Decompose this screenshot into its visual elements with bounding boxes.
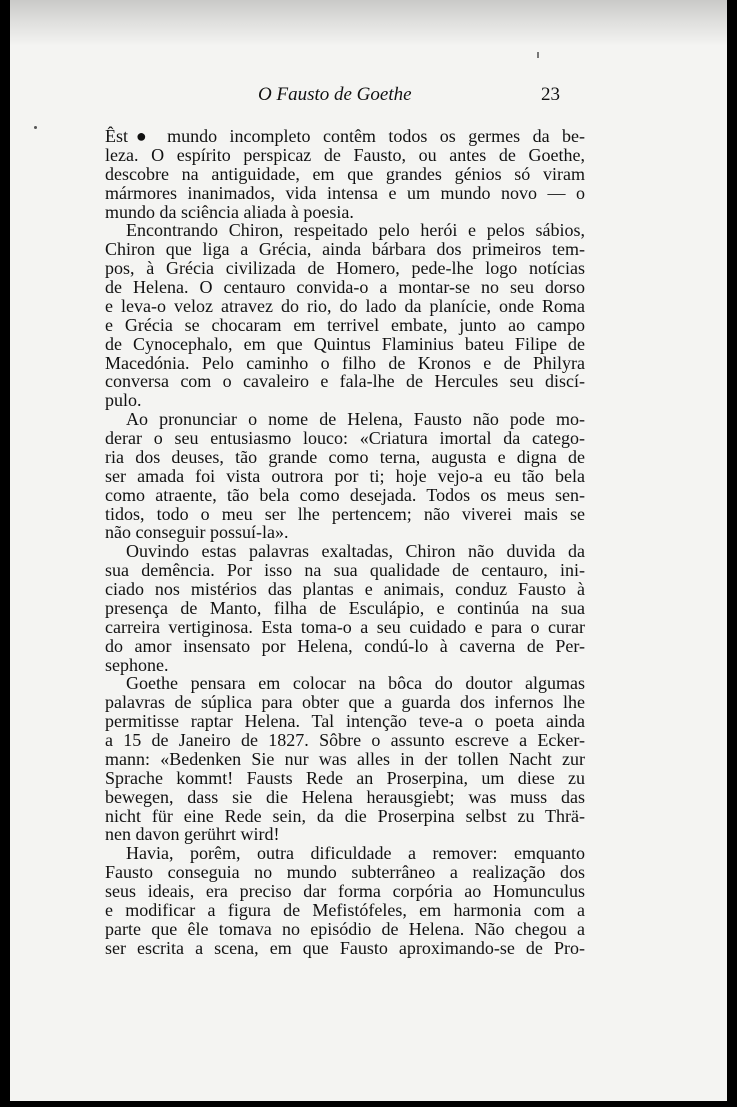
text-line: mann: «Bedenken Sie nur was alles in der tollen Nacht zur — [105, 748, 585, 769]
text-line: leza. O espírito perspicaz de Fausto, ou antes de Goethe, — [105, 144, 585, 165]
text-line: mármores inanimados, vida intensa e um mundo novo — o — [105, 182, 585, 203]
text-line: de Cynocephalo, em que Quintus Flaminius bateu Filipe de — [105, 333, 585, 354]
text-line: Encontrando Chiron, respeitado pelo herói e pelos sábios, — [126, 220, 585, 241]
text-line: ser escrita a scena, em que Fausto aproximando-se de Pro- — [105, 937, 585, 958]
running-title: O Fausto de Goethe — [258, 84, 412, 105]
text-line: Ao pronunciar o nome de Helena, Fausto não pode mo- — [126, 409, 585, 430]
text-line: Ouvindo estas palavras exaltadas, Chiron não duvida da — [126, 541, 585, 562]
text-line: bewegen, dass sie die Helena herausgiebt; was muss das — [105, 786, 585, 807]
scan-shadow — [10, 0, 727, 46]
body-text — [105, 127, 585, 958]
ink-mark — [537, 52, 539, 58]
text-line: palavras de súplica para obter que a guarda dos infernos lhe — [105, 692, 585, 713]
text-line: como atraente, tão bela como desejada. Todos os meus sen- — [105, 484, 585, 505]
text-line: carreira vertiginosa. Esta toma-o a seu cuidado e para o curar — [105, 616, 585, 637]
text-line: e leva-o veloz atravez do rio, do lado da planície, onde Roma — [105, 295, 585, 316]
book-page — [10, 0, 727, 1101]
text-line: seus ideais, era preciso dar forma corpória ao Homunculus — [105, 881, 585, 901]
text-line: nen davon gerührt wird! — [105, 824, 280, 845]
text-line: Êst● mundo incompleto contêm todos os germes da be- — [105, 126, 585, 146]
text-line: ser amada foi vista outrora por ti; hoje vejo-a eu tão bela — [105, 465, 585, 486]
text-line: permitisse raptar Helena. Tal intenção teve-a o poeta ainda — [105, 711, 585, 732]
text-line: Goethe pensara em colocar na bôca do doutor algumas — [126, 673, 585, 694]
text-line: tidos, todo o meu ser lhe pertencem; não viverei mais se — [105, 503, 585, 524]
text-line: Chiron que liga a Grécia, ainda bárbara dos primeiros tem- — [105, 239, 585, 260]
text-line: a 15 de Janeiro de 1827. Sôbre o assunto escreve a Ecker- — [105, 730, 585, 750]
text-line: sua demência. Por isso na sua qualidade de centauro, ini- — [105, 560, 585, 581]
text-line: Sprache kommt! Fausts Rede an Proserpina, um diese zu — [105, 767, 585, 788]
text-line: sephone. — [105, 654, 169, 675]
text-line: conversa com o cavaleiro e fala-lhe de Hercules seu discí- — [105, 371, 585, 392]
text-line: e Grécia se chocaram em terrivel embate, junto ao campo — [105, 314, 585, 335]
text-line: mundo da sciência aliada à poesia. — [105, 201, 354, 222]
running-header — [10, 84, 727, 114]
text-line: Fausto conseguia no mundo subterrâneo a realização dos — [105, 862, 585, 883]
text-line: presença de Manto, filha de Esculápio, e continúa na sua — [105, 597, 585, 618]
text-line: ria dos deuses, tão grande como terna, augusta e digna de — [105, 446, 585, 467]
page-number: 23 — [541, 84, 560, 105]
text-line: Havia, porêm, outra dificuldade a remover: emquanto — [126, 843, 585, 864]
text-line: derar o seu entusiasmo louco: «Criatura imortal da catego- — [105, 428, 585, 448]
text-line: pulo. — [105, 390, 142, 411]
text-line: de Helena. O centauro convida-o a montar-se no seu dorso — [105, 277, 585, 297]
text-line: descobre na antiguidade, em que grandes génios só viram — [105, 163, 585, 184]
text-line: e modificar a figura de Mefistófeles, em harmonia com a — [105, 899, 585, 920]
text-line: pos, à Grécia civilizada de Homero, pede-lhe logo notícias — [105, 258, 585, 279]
text-line: nicht für eine Rede sein, da die Proserpina selbst zu Thrä- — [105, 805, 585, 826]
text-line: do amor insensato por Helena, condú-lo à caverna de Per- — [105, 635, 585, 656]
text-line: Macedónia. Pelo caminho o filho de Kronos e de Philyra — [105, 352, 585, 373]
text-line: ciado nos mistérios das plantas e animais, conduz Fausto à — [105, 579, 585, 599]
text-line: parte que êle tomava no episódio de Helena. Não chegou a — [105, 918, 585, 939]
text-line: não conseguir possuí-la». — [105, 522, 289, 543]
ink-speck — [34, 126, 37, 129]
